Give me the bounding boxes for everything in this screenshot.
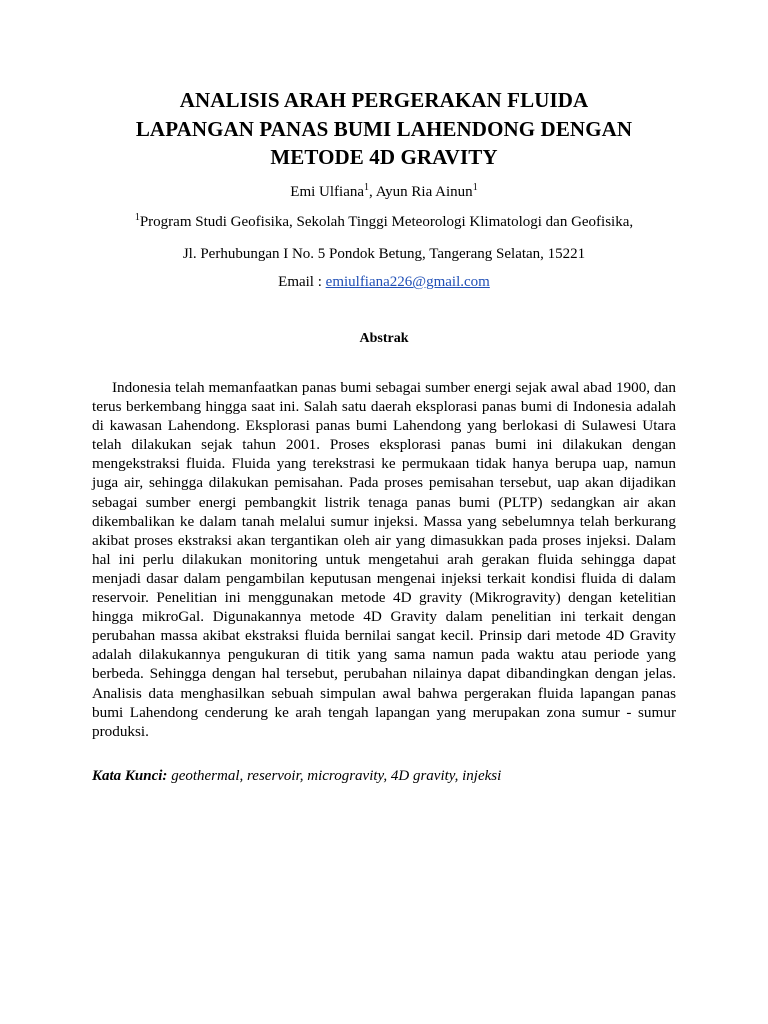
author-separator: , [369, 184, 376, 200]
author-name: Emi Ulfiana [290, 184, 365, 200]
affiliation-text: Program Studi Geofisika, Sekolah Tinggi Meteorologi Klimatologi dan Geofisika, [139, 214, 634, 230]
keywords [92, 767, 676, 785]
affiliation-mark: 1 [134, 212, 140, 223]
abstract-body: Indonesia telah memanfaatkan panas bumi sebagai sumber energi sejak awal abad 1900, dan terus berkembang hingga saat ini. Salah satu daerah eksplorasi panas bumi di Indonesia adalah di kawasan Lahendong. Eksplorasi panas bumi Lahendong yang berlokasi di Sulawesi Utara telah dilakukan sejak tahun 2001. Proses eksplorasi panas bumi ini dilakukan dengan mengekstraksi fluida. Fluida yang terekstrasi ke permukaan tidak hanya berupa uap, namun juga air, sehingga dilakukan pemisahan. Pada proses pemisahan tersebut, uap akan dijadikan sebagai sumber energi pembangkit listrik tenaga panas bumi (PLTP) sedangkan air akan dikembalikan ke dalam tanah melalui sumur injeksi. Massa yang sebelumnya telah berkurang akibat proses ekstraksi akan tergantikan oleh air yang dimasukkan pada proses injeksi. Dalam hal ini perlu dilakukan monitoring untuk mengetahui arah gerakan fluida sehingga dapat menjadi dasar dalam pengambilan keputusan mengenai injeksi terkait kondisi fluida di dalam reservoir. Penelitian ini menggunakan metode 4D gravity (Mikrogravity) dengan ketelitian hingga mikroGal. Digunakannya metode 4D Gravity dalam penelitian ini terkait dengan perubahan massa akibat ekstraksi fluida bernilai sangat kecil. Prinsip dari metode 4D Gravity adalah dilakukannya pengukuran di titik yang sama namun pada waktu atau periode yang berbeda. Sehingga dengan hal tersebut, perubahan nilainya dapat dibandingkan dengan jelas. Analisis data menghasilkan sebuah simpulan awal bahwa pergerakan fluida lapangan panas bumi Lahendong cenderung ke arah tengah lapangan yang merupakan zona sumur - sumur produksi. [92, 379, 676, 740]
email-label: Email : [278, 274, 326, 290]
title-line-2: LAPANGAN PANAS BUMI LAHENDONG DENGAN [135, 116, 633, 141]
title-line-1: ANALISIS ARAH PERGERAKAN FLUIDA [179, 88, 589, 112]
keywords-text: geothermal, reservoir, microgravity, 4D gravity, injeksi [167, 768, 502, 784]
abstract-heading: Abstrak [359, 331, 409, 346]
affiliation-line-2: Jl. Perhubungan I No. 5 Pondok Betung, Tangerang Selatan, 15221 [182, 246, 586, 262]
title-line-3: METODE 4D GRAVITY [270, 145, 498, 169]
paper-title [80, 86, 688, 172]
author-affiliation-mark: 1 [364, 182, 370, 193]
author-affiliation-mark: 1 [472, 182, 478, 193]
author-list [60, 183, 708, 201]
email-line [60, 273, 708, 291]
email-link[interactable]: emiulfiana226@gmail.com [325, 274, 490, 290]
keywords-label: Kata Kunci: [92, 768, 168, 784]
affiliation-line-1 [60, 213, 708, 231]
author-name: Ayun Ria Ainun [375, 184, 473, 200]
